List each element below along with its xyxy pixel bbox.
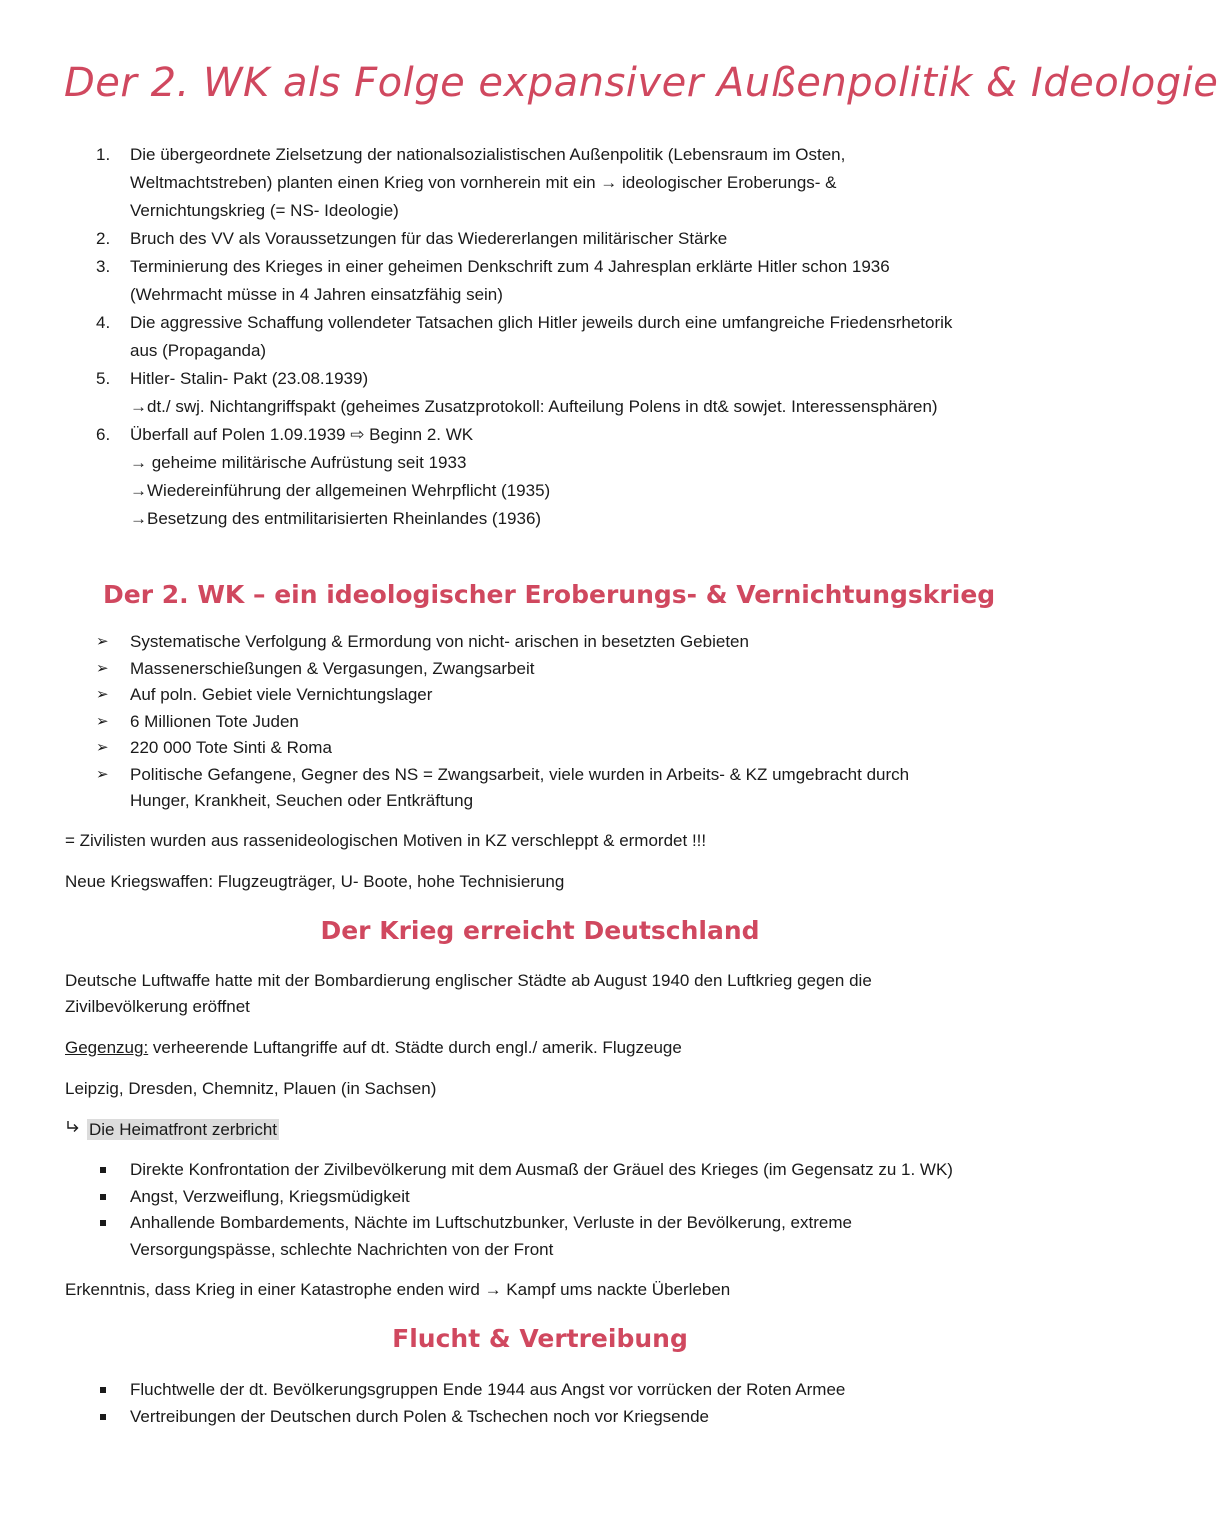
list-line: →Wiedereinführung der allgemeinen Wehrpflicht (1935) — [130, 481, 551, 500]
list-number: 1. — [96, 145, 111, 164]
list-line: →Besetzung des entmilitarisierten Rheinlandes (1936) — [130, 509, 542, 528]
list-item — [96, 762, 1036, 815]
section-heading-flight-expulsion: Flucht & Vertreibung — [392, 1324, 688, 1353]
list-item — [96, 1157, 1036, 1184]
list-item — [96, 682, 1036, 709]
arrow-bullet-icon: ➢ — [96, 633, 109, 650]
list-item — [96, 141, 1036, 225]
summary-text: = Zivilisten wurden aus rassenideologischen Motiven in KZ verschleppt & ermordet !!! — [65, 831, 707, 850]
list-item — [96, 309, 1036, 365]
arrow-bullet-icon: ➢ — [96, 739, 109, 756]
conclusion-text: Erkenntnis, dass Krieg in einer Katastrophe enden wird → Kampf ums nackte Überleben — [65, 1280, 731, 1299]
list-item — [96, 1377, 1036, 1404]
list-item — [96, 629, 1036, 656]
arrow-bullet-icon: ➢ — [96, 659, 109, 677]
list-line: (Wehrmacht müsse in 4 Jahren einsatzfähig sein) — [130, 285, 503, 304]
luftkrieg-paragraph — [65, 968, 1025, 1020]
list-line: → geheime militärische Aufrüstung seit 1933 — [130, 453, 467, 472]
list-line: Die aggressive Schaffung vollendeter Tatsachen glich Hitler jeweils durch eine umfangreiche Friedensrhetorik — [130, 313, 953, 332]
homefront-line — [65, 1117, 1025, 1144]
list-item — [96, 735, 1036, 762]
list-item — [96, 421, 1036, 533]
list-line: Vertreibungen der Deutschen durch Polen & Tschechen noch vor Kriegsende — [130, 1406, 710, 1426]
list-line: Direkte Konfrontation der Zivilbevölkerung mit dem Ausmaß der Gräuel des Krieges (im Gegensatz zu 1. WK) — [130, 1160, 953, 1179]
list-item — [96, 656, 1036, 683]
list-number: 3. — [96, 257, 111, 276]
list-item — [96, 1404, 1036, 1431]
list-line: 6 Millionen Tote Juden — [130, 711, 299, 731]
arrow-bullet-icon: ➢ — [96, 686, 109, 703]
list-line: Die übergeordnete Zielsetzung der nationalsozialistischen Außenpolitik (Lebensraum im Osten, — [130, 145, 846, 164]
list-line: 220 000 Tote Sinti & Roma — [130, 738, 332, 757]
list-number: 2. — [96, 229, 111, 248]
list-item — [96, 365, 1036, 421]
list-line: Terminierung des Krieges in einer geheimen Denkschrift zum 4 Jahresplan erklärte Hitler schon 1936 — [130, 257, 890, 276]
list-line: Auf poln. Gebiet viele Vernichtungslager — [130, 685, 433, 704]
list-line: Weltmachtstreben) planten einen Krieg von vornherein mit ein → ideologischer Eroberungs- & — [130, 173, 837, 192]
list-item — [96, 1210, 1036, 1263]
list-line: Politische Gefangene, Gegner des NS = Zwangsarbeit, viele wurden in Arbeits- & KZ umgebracht durch — [130, 764, 910, 784]
list-line: Systematische Verfolgung & Ermordung von nicht- arischen in besetzten Gebieten — [130, 632, 749, 651]
list-line: Hitler- Stalin- Pakt (23.08.1939) — [130, 369, 369, 388]
section-heading-ideological-war: Der 2. WK – ein ideologischer Eroberungs- & Vernichtungskrieg — [103, 580, 996, 609]
paragraph-line: Zivilbevölkerung eröffnet — [65, 997, 250, 1016]
square-bullet-icon — [100, 1194, 106, 1200]
list-item — [96, 253, 1036, 309]
cities-text: Leipzig, Dresden, Chemnitz, Plauen (in Sachsen) — [65, 1079, 437, 1098]
list-line: Bruch des VV als Voraussetzungen für das Wiedererlangen militärischer Stärke — [130, 229, 728, 248]
list-number: 5. — [96, 369, 111, 388]
arrow-bullet-icon: ➢ — [96, 712, 109, 730]
list-line: Fluchtwelle der dt. Bevölkerungsgruppen Ende 1944 aus Angst vor vorrücken der Roten Armee — [130, 1380, 846, 1399]
paragraph-line: Deutsche Luftwaffe hatte mit der Bombardierung englischer Städte ab August 1940 den Luftkrieg gegen die — [65, 971, 872, 990]
counter-label: Gegenzug: — [65, 1038, 149, 1057]
square-bullet-icon — [100, 1167, 106, 1173]
list-line: Angst, Verzweiflung, Kriegsmüdigkeit — [130, 1186, 410, 1206]
list-line: Vernichtungskrieg (= NS- Ideologie) — [130, 201, 399, 220]
list-line: →dt./ swj. Nichtangriffspakt (geheimes Zusatzprotokoll: Aufteilung Polens in dt& sowjet. Interessensphären) — [130, 397, 938, 416]
list-number: 6. — [96, 425, 111, 444]
list-line: Versorgungspässe, schlechte Nachrichten von der Front — [130, 1239, 554, 1259]
hook-arrow-icon — [65, 1118, 81, 1144]
list-line: aus (Propaganda) — [130, 341, 267, 360]
flight-list — [96, 1377, 1036, 1430]
list-item — [96, 1184, 1036, 1211]
list-number: 4. — [96, 313, 111, 332]
page-title: Der 2. WK als Folge expansiver Außenpolitik & Ideologie — [64, 60, 1218, 106]
square-bullet-icon — [100, 1220, 106, 1226]
square-bullet-icon — [100, 1387, 106, 1393]
arrow-bullet-icon: ➢ — [96, 765, 109, 783]
square-bullet-icon — [100, 1414, 106, 1420]
list-item — [96, 225, 1036, 253]
counter-text: verheerende Luftangriffe auf dt. Städte durch engl./ amerik. Flugzeuge — [148, 1038, 682, 1057]
causes-list — [96, 141, 1036, 533]
list-line: Massenerschießungen & Vergasungen, Zwangsarbeit — [130, 658, 535, 678]
homefront-list — [96, 1157, 1036, 1263]
ideological-war-list — [96, 629, 1036, 815]
homefront-highlight: Die Heimatfront zerbricht — [89, 1120, 278, 1139]
list-line: Überfall auf Polen 1.09.1939 ⇨ Beginn 2. WK — [130, 425, 474, 444]
section-heading-war-reaches-germany: Der Krieg erreicht Deutschland — [320, 916, 760, 945]
list-line: Hunger, Krankheit, Seuchen oder Entkräftung — [130, 791, 474, 810]
list-line: Anhallende Bombardements, Nächte im Luftschutzbunker, Verluste in der Bevölkerung, extreme — [130, 1213, 852, 1232]
counter-attack-text — [65, 1035, 1025, 1061]
list-item — [96, 709, 1036, 736]
weapons-text: Neue Kriegswaffen: Flugzeugträger, U- Boote, hohe Technisierung — [65, 872, 565, 891]
